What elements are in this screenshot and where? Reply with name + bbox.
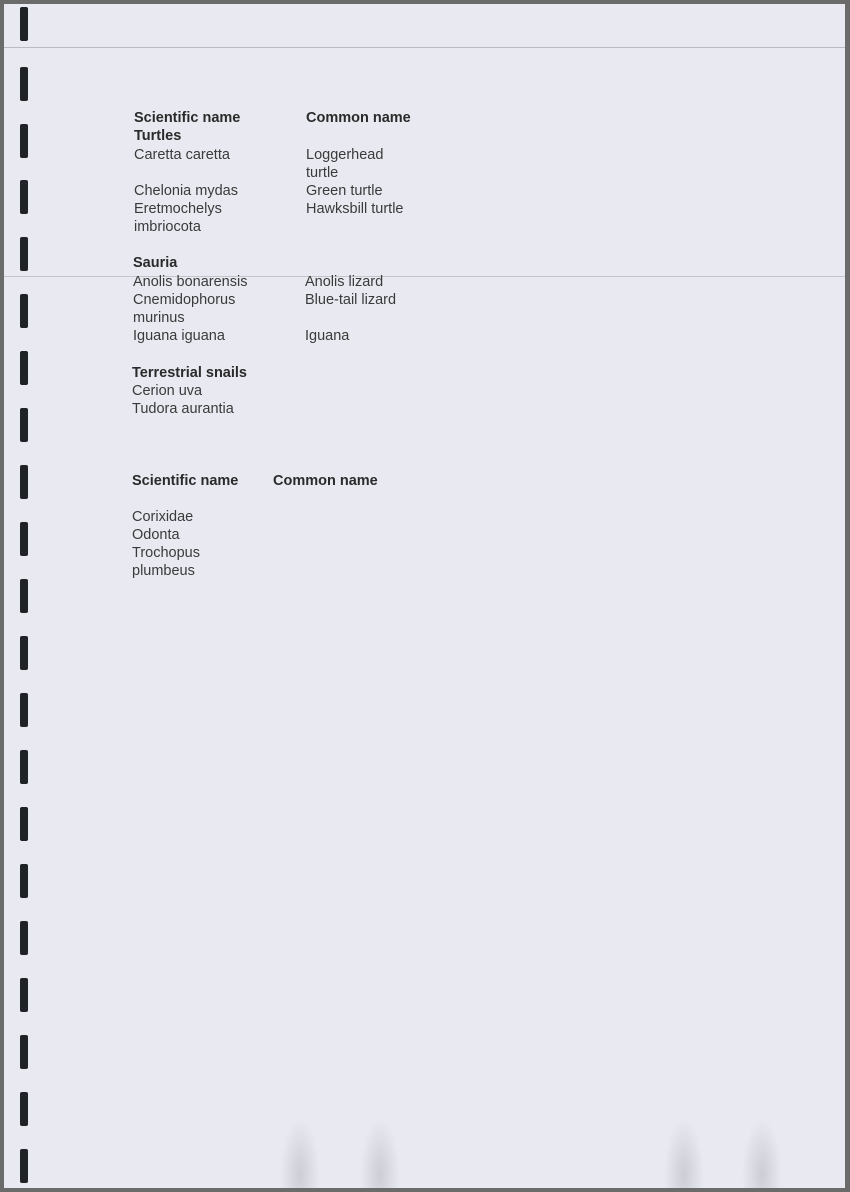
binder-hole [20, 180, 28, 214]
sci-name: Caretta caretta [134, 147, 230, 163]
sci-name: Chelonia mydas [134, 183, 238, 199]
table2-header-scientific: Scientific name [132, 473, 239, 489]
sci-name: Cnemidophorus [133, 292, 236, 308]
table1-header-scientific: Scientific name [134, 110, 241, 126]
sci-name: Corixidae [132, 509, 194, 525]
group-title-turtles: Turtles [134, 128, 182, 144]
common-name: Loggerhead [306, 147, 384, 163]
binder-hole [20, 408, 28, 442]
binder-hole [20, 864, 28, 898]
binder-hole [20, 522, 28, 556]
sci-name: Odonta [132, 527, 180, 543]
binder-hole [20, 1092, 28, 1126]
scan-smudge [742, 1118, 782, 1188]
table2-header-common: Common name [273, 473, 378, 489]
scanned-page [4, 4, 845, 1188]
binder-hole [20, 978, 28, 1012]
binder-hole [20, 636, 28, 670]
common-name: turtle [306, 165, 339, 181]
common-name: Hawksbill turtle [306, 201, 404, 217]
common-name: Iguana [305, 328, 350, 344]
binder-hole [20, 465, 28, 499]
group-title-sauria: Sauria [133, 255, 178, 271]
binder-hole [20, 294, 28, 328]
binder-hole [20, 579, 28, 613]
sci-name: murinus [133, 310, 185, 326]
sci-name: Anolis bonarensis [133, 274, 248, 290]
binder-hole [20, 750, 28, 784]
sci-name: Iguana iguana [133, 328, 225, 344]
binder-hole [20, 237, 28, 271]
fold-line-middle [4, 276, 845, 277]
binder-hole [20, 67, 28, 101]
binder-hole [20, 1149, 28, 1183]
sci-name: Eretmochelys [134, 201, 222, 217]
binder-hole [20, 7, 28, 41]
sci-name: imbriocota [134, 219, 201, 235]
sci-name: Trochopus [132, 545, 200, 561]
scan-smudge [360, 1118, 400, 1188]
scan-smudge [280, 1118, 320, 1188]
binder-hole [20, 807, 28, 841]
binder-hole [20, 921, 28, 955]
sci-name: plumbeus [132, 563, 195, 579]
scan-smudge [664, 1118, 704, 1188]
sci-name: Cerion uva [132, 383, 203, 399]
common-name: Blue-tail lizard [305, 292, 397, 308]
binder-hole [20, 1035, 28, 1069]
binder-hole [20, 124, 28, 158]
sci-name: Tudora aurantia [132, 401, 234, 417]
common-name: Green turtle [306, 183, 383, 199]
binder-hole [20, 351, 28, 385]
fold-line-top [4, 47, 845, 48]
common-name: Anolis lizard [305, 274, 384, 290]
group-title-terrestrial-snails: Terrestrial snails [132, 365, 247, 381]
table1-header-common: Common name [306, 110, 411, 126]
binder-hole [20, 693, 28, 727]
